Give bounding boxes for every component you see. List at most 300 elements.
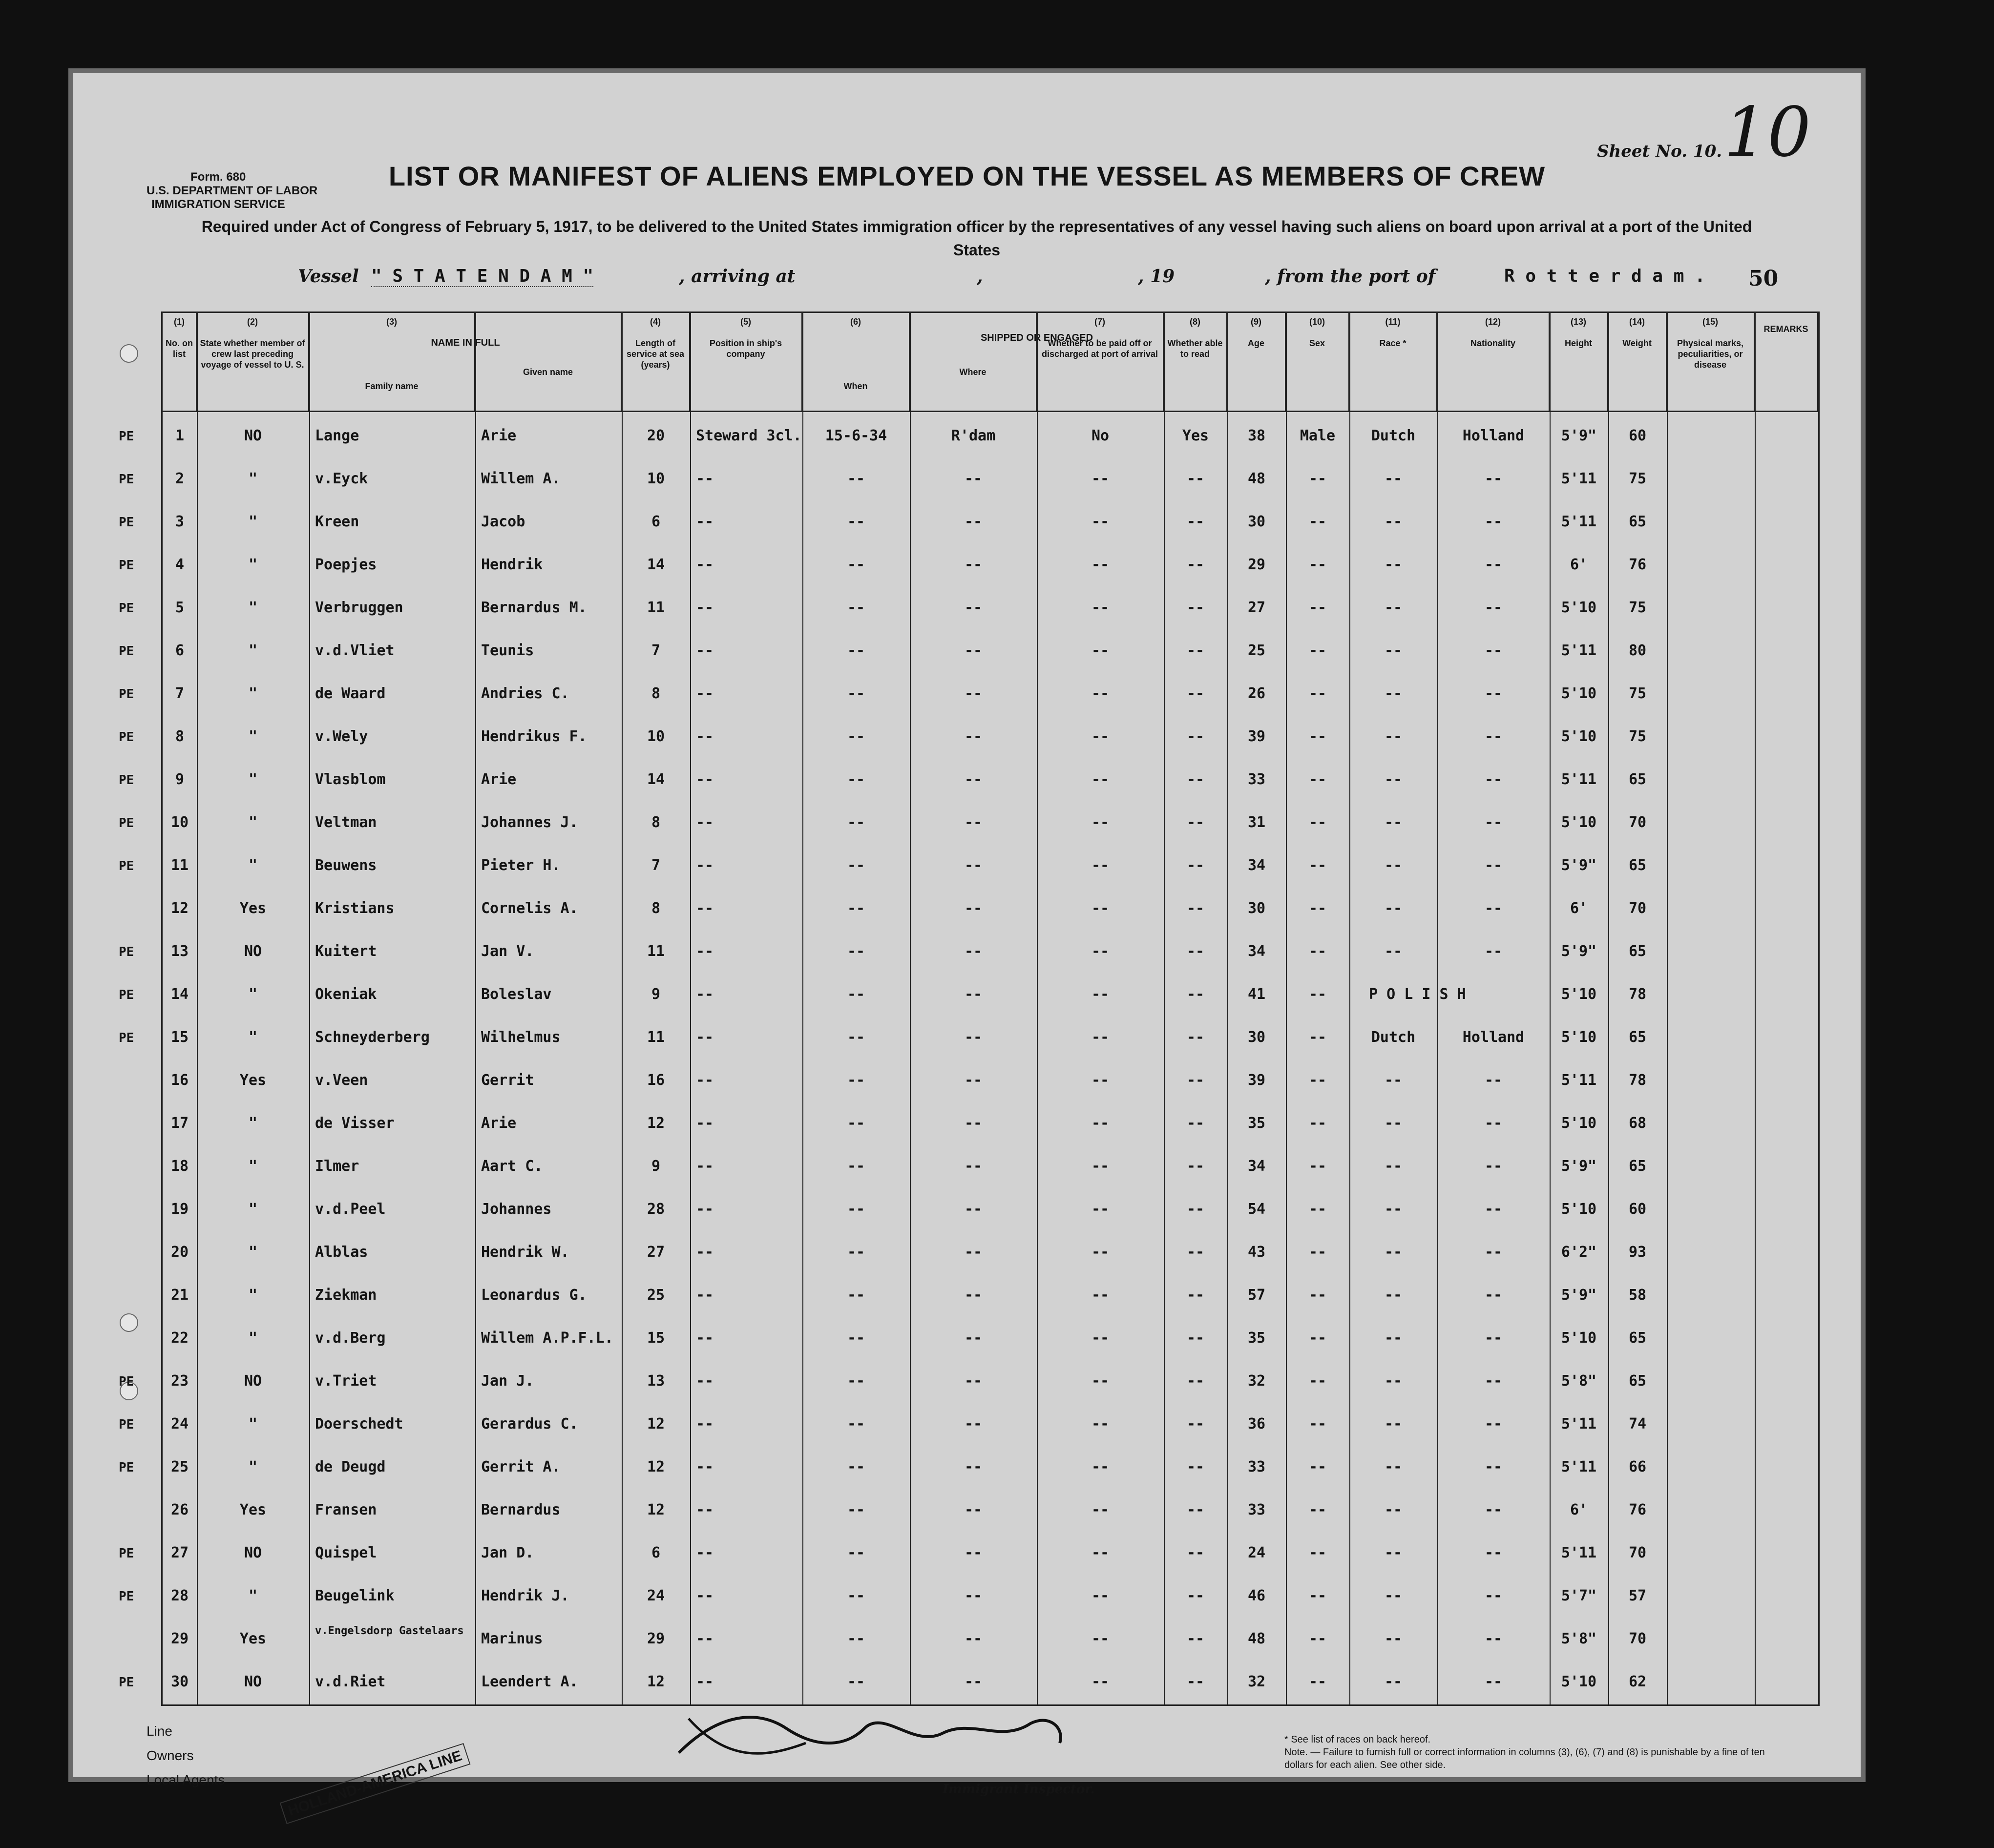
cell-race: -- xyxy=(1384,470,1403,487)
cell-read: -- xyxy=(1186,470,1205,487)
cell-when: -- xyxy=(847,814,865,831)
cell-weight: 65 xyxy=(1628,771,1647,788)
cell-nat: -- xyxy=(1484,1544,1503,1561)
cell-prev: NO xyxy=(244,427,262,444)
cell-sex: -- xyxy=(1308,556,1327,573)
cell-paid: -- xyxy=(1091,1544,1110,1561)
column-rule xyxy=(197,313,198,1704)
column-rule xyxy=(1037,313,1038,1704)
table-row xyxy=(163,1189,1818,1228)
cell-age: 35 xyxy=(1247,1115,1266,1132)
cell-weight: 62 xyxy=(1628,1673,1647,1690)
cell-prev: " xyxy=(248,728,258,745)
column-label: Physical marks, peculiarities, or disease xyxy=(1677,338,1744,370)
cell-family: Beuwens xyxy=(315,857,377,874)
table-row xyxy=(163,888,1818,927)
cell-given: Arie xyxy=(481,771,517,788)
cell-height: 5'9" xyxy=(1561,857,1597,874)
cell-age: 25 xyxy=(1247,642,1266,659)
cell-when: -- xyxy=(847,1329,865,1347)
cell-family: Ilmer xyxy=(315,1158,359,1175)
cell-weight: 93 xyxy=(1628,1244,1647,1261)
column-label: Length of service at sea (years) xyxy=(626,338,685,370)
cell-race: P O L I S H xyxy=(1369,986,1466,1003)
cell-where: -- xyxy=(964,513,983,530)
cell-nat: -- xyxy=(1484,470,1503,487)
cell-position: -- xyxy=(696,943,714,960)
cell-when: -- xyxy=(847,1587,865,1604)
cell-sex: -- xyxy=(1308,1673,1327,1690)
cell-where: -- xyxy=(964,1072,983,1089)
column-rule xyxy=(910,313,911,1704)
column-number: (10) xyxy=(1309,317,1325,327)
vessel-line xyxy=(186,266,1826,291)
cell-read: -- xyxy=(1186,1458,1205,1475)
shipped-group-label: SHIPPED OR ENGAGED xyxy=(980,332,1093,343)
table-row xyxy=(119,501,1818,540)
cell-prev: " xyxy=(248,771,258,788)
cell-where: -- xyxy=(964,1544,983,1561)
cell-paid: -- xyxy=(1091,728,1110,745)
cell-sex: -- xyxy=(1308,642,1327,659)
vessel-name: " S T A T E N D A M " xyxy=(371,266,594,286)
pe-mark: PE xyxy=(119,1675,134,1690)
column-header-5 xyxy=(622,313,690,411)
cell-weight: 75 xyxy=(1628,470,1647,487)
column-label: Race * xyxy=(1379,338,1406,348)
punch-hole xyxy=(120,1313,138,1332)
cell-read: -- xyxy=(1186,728,1205,745)
cell-family: v.Triet xyxy=(315,1372,377,1390)
cell-weight: 75 xyxy=(1628,599,1647,616)
cell-service: 8 xyxy=(651,685,661,702)
cell-paid: -- xyxy=(1091,556,1110,573)
cell-given: Jan V. xyxy=(481,943,534,960)
cell-nat: -- xyxy=(1484,1115,1503,1132)
arriving-comma: , xyxy=(977,266,983,287)
cell-family: Kreen xyxy=(315,513,359,530)
cell-service: 10 xyxy=(647,728,665,745)
pe-mark: PE xyxy=(119,1546,134,1561)
cell-when: -- xyxy=(847,1544,865,1561)
cell-where: -- xyxy=(964,1372,983,1390)
cell-given: Cornelis A. xyxy=(481,900,578,917)
cell-read: -- xyxy=(1186,1501,1205,1518)
cell-age: 39 xyxy=(1247,1072,1266,1089)
cell-service: 7 xyxy=(651,642,661,659)
cell-race: -- xyxy=(1384,1501,1403,1518)
table-row xyxy=(119,1447,1818,1486)
cell-weight: 78 xyxy=(1628,1072,1647,1089)
cell-nat: -- xyxy=(1484,642,1503,659)
cell-family: Ziekman xyxy=(315,1287,377,1304)
cell-weight: 58 xyxy=(1628,1287,1647,1304)
cell-age: 27 xyxy=(1247,599,1266,616)
cell-given: Teunis xyxy=(481,642,534,659)
cell-height: 5'10 xyxy=(1561,986,1597,1003)
cell-family: Fransen xyxy=(315,1501,377,1518)
cell-age: 33 xyxy=(1247,1501,1266,1518)
cell-prev: " xyxy=(248,599,258,616)
cell-no: 4 xyxy=(175,556,185,573)
cell-nat: -- xyxy=(1484,900,1503,917)
cell-nat: -- xyxy=(1484,599,1503,616)
cell-position: -- xyxy=(696,470,714,487)
cell-no: 29 xyxy=(170,1630,189,1647)
cell-height: 5'10 xyxy=(1561,599,1597,616)
cell-sex: -- xyxy=(1308,1372,1327,1390)
column-label: Weight xyxy=(1622,338,1652,348)
cell-read: -- xyxy=(1186,857,1205,874)
cell-paid: -- xyxy=(1091,470,1110,487)
table-row xyxy=(119,845,1818,884)
cell-nat: -- xyxy=(1484,513,1503,530)
column-header-16 xyxy=(1608,313,1667,411)
cell-no: 24 xyxy=(170,1415,189,1433)
cell-read: -- xyxy=(1186,556,1205,573)
cell-position: -- xyxy=(696,685,714,702)
cell-where: -- xyxy=(964,1029,983,1046)
column-number: (13) xyxy=(1570,317,1586,327)
cell-prev: Yes xyxy=(239,1630,267,1647)
cell-nat: -- xyxy=(1484,814,1503,831)
cell-family: Kuitert xyxy=(315,943,377,960)
cell-height: 5'11 xyxy=(1561,1544,1597,1561)
cell-read: -- xyxy=(1186,900,1205,917)
cell-no: 12 xyxy=(170,900,189,917)
pe-mark: PE xyxy=(119,601,134,616)
column-rule xyxy=(1550,313,1551,1704)
cell-service: 10 xyxy=(647,470,665,487)
column-number: (7) xyxy=(1094,317,1105,327)
cell-age: 34 xyxy=(1247,943,1266,960)
cell-given: Gerrit A. xyxy=(481,1458,561,1475)
column-label: Whether able to read xyxy=(1167,338,1223,359)
column-number: (6) xyxy=(850,317,861,327)
table-row xyxy=(119,1533,1818,1572)
cell-paid: -- xyxy=(1091,642,1110,659)
pe-mark: PE xyxy=(119,859,134,873)
cell-where: -- xyxy=(964,1115,983,1132)
cell-position: -- xyxy=(696,642,714,659)
cell-prev: " xyxy=(248,1329,258,1347)
cell-read: -- xyxy=(1186,599,1205,616)
cell-family: v.d.Vliet xyxy=(315,642,395,659)
cell-where: -- xyxy=(964,685,983,702)
cell-where: -- xyxy=(964,1244,983,1261)
cell-nat: -- xyxy=(1484,1415,1503,1433)
cell-family: Schneyderberg xyxy=(315,1029,430,1046)
cell-height: 5'9" xyxy=(1561,1158,1597,1175)
column-header-3 xyxy=(309,313,475,411)
cell-position: -- xyxy=(696,1630,714,1647)
cell-age: 57 xyxy=(1247,1287,1266,1304)
column-number: (11) xyxy=(1385,317,1401,327)
cell-family: Kristians xyxy=(315,900,395,917)
cell-race: -- xyxy=(1384,1630,1403,1647)
cell-given: Aart C. xyxy=(481,1158,543,1175)
cell-no: 18 xyxy=(170,1158,189,1175)
cell-no: 27 xyxy=(170,1544,189,1561)
cell-given: Jan D. xyxy=(481,1544,534,1561)
cell-race: Dutch xyxy=(1371,1029,1416,1046)
cell-no: 30 xyxy=(170,1673,189,1690)
cell-when: -- xyxy=(847,1201,865,1218)
cell-height: 5'9" xyxy=(1561,427,1597,444)
cell-family: de Visser xyxy=(315,1115,395,1132)
column-number: (3) xyxy=(386,317,397,327)
cell-paid: -- xyxy=(1091,1029,1110,1046)
cell-no: 14 xyxy=(170,986,189,1003)
cell-height: 5'11 xyxy=(1561,642,1597,659)
cell-no: 19 xyxy=(170,1201,189,1218)
cell-race: -- xyxy=(1384,1415,1403,1433)
column-header-1 xyxy=(163,313,197,411)
cell-weight: 75 xyxy=(1628,685,1647,702)
cell-nat: -- xyxy=(1484,1587,1503,1604)
cell-prev: " xyxy=(248,1158,258,1175)
cell-read: -- xyxy=(1186,1372,1205,1390)
cell-when: -- xyxy=(847,1244,865,1261)
cell-position: -- xyxy=(696,1415,714,1433)
cell-service: 11 xyxy=(647,599,665,616)
cell-nat: -- xyxy=(1484,1372,1503,1390)
cell-where: -- xyxy=(964,642,983,659)
table-row xyxy=(163,1490,1818,1529)
column-label: When xyxy=(843,381,868,391)
table-row xyxy=(119,931,1818,970)
cell-nat: -- xyxy=(1484,1329,1503,1347)
pe-mark: PE xyxy=(119,687,134,702)
cell-read: -- xyxy=(1186,814,1205,831)
cell-race: -- xyxy=(1384,857,1403,874)
cell-service: 14 xyxy=(647,771,665,788)
cell-prev: " xyxy=(248,685,258,702)
column-header-15 xyxy=(1550,313,1608,411)
cell-race: -- xyxy=(1384,1244,1403,1261)
cell-where: -- xyxy=(964,1501,983,1518)
cell-where: -- xyxy=(964,1158,983,1175)
cell-sex: -- xyxy=(1308,1501,1327,1518)
cell-service: 12 xyxy=(647,1415,665,1433)
cell-family: Lange xyxy=(315,427,359,444)
cell-position: Steward 3cl. xyxy=(696,427,802,444)
year-label: , 19 xyxy=(1138,266,1175,287)
cell-where: -- xyxy=(964,1287,983,1304)
cell-paid: -- xyxy=(1091,1587,1110,1604)
cell-family: Beugelink xyxy=(315,1587,395,1604)
column-header-12 xyxy=(1286,313,1349,411)
cell-no: 3 xyxy=(175,513,185,530)
column-number: (5) xyxy=(740,317,751,327)
column-header-6 xyxy=(690,313,802,411)
cell-height: 5'11 xyxy=(1561,1072,1597,1089)
cell-no: 8 xyxy=(175,728,185,745)
form-number: Form. 680 xyxy=(190,170,246,184)
service-label: IMMIGRATION SERVICE xyxy=(151,198,285,211)
cell-position: -- xyxy=(696,1201,714,1218)
cell-when: -- xyxy=(847,1287,865,1304)
table-row xyxy=(119,716,1818,755)
cell-sex: -- xyxy=(1308,1415,1327,1433)
cell-weight: 57 xyxy=(1628,1587,1647,1604)
column-label: Age xyxy=(1247,338,1264,348)
cell-height: 6'2" xyxy=(1561,1244,1597,1261)
cell-service: 20 xyxy=(647,427,665,444)
cell-paid: No xyxy=(1091,427,1110,444)
cell-race: -- xyxy=(1384,1329,1403,1347)
cell-when: -- xyxy=(847,943,865,960)
column-rule xyxy=(1667,313,1668,1704)
cell-where: -- xyxy=(964,556,983,573)
column-label: Nationality xyxy=(1470,338,1515,348)
cell-given: Hendrikus F. xyxy=(481,728,587,745)
cell-race: -- xyxy=(1384,814,1403,831)
cell-given: Bernardus M. xyxy=(481,599,587,616)
column-rule xyxy=(622,313,623,1704)
cell-when: -- xyxy=(847,728,865,745)
cell-where: -- xyxy=(964,900,983,917)
cell-sex: -- xyxy=(1308,986,1327,1003)
cell-where: -- xyxy=(964,1201,983,1218)
cell-service: 12 xyxy=(647,1458,665,1475)
column-rule xyxy=(1437,313,1438,1704)
cell-read: -- xyxy=(1186,1287,1205,1304)
cell-where: -- xyxy=(964,599,983,616)
cell-sex: -- xyxy=(1308,900,1327,917)
cell-weight: 65 xyxy=(1628,1372,1647,1390)
cell-when: -- xyxy=(847,513,865,530)
cell-age: 46 xyxy=(1247,1587,1266,1604)
cell-race: -- xyxy=(1384,1673,1403,1690)
cell-nat: -- xyxy=(1484,943,1503,960)
cell-position: -- xyxy=(696,1158,714,1175)
cell-race: -- xyxy=(1384,1544,1403,1561)
cell-prev: NO xyxy=(244,1544,262,1561)
cell-sex: -- xyxy=(1308,470,1327,487)
column-header-17 xyxy=(1667,313,1755,411)
cell-age: 48 xyxy=(1247,470,1266,487)
table-row xyxy=(119,802,1818,841)
line-stamp: HOLLAND-AMERICA LINE xyxy=(280,1743,471,1824)
cell-sex: -- xyxy=(1308,857,1327,874)
cell-sex: -- xyxy=(1308,1158,1327,1175)
cell-weight: 70 xyxy=(1628,1544,1647,1561)
cell-no: 23 xyxy=(170,1372,189,1390)
total-count: 50 xyxy=(1748,266,1779,291)
cell-given: Pieter H. xyxy=(481,857,561,874)
cell-height: 5'8" xyxy=(1561,1372,1597,1390)
table-row xyxy=(119,1404,1818,1443)
cell-family: v.Engelsdorp Gastelaars xyxy=(315,1625,464,1637)
cell-weight: 76 xyxy=(1628,1501,1647,1518)
cell-age: 35 xyxy=(1247,1329,1266,1347)
cell-position: -- xyxy=(696,900,714,917)
column-rule xyxy=(802,313,803,1704)
cell-where: -- xyxy=(964,1458,983,1475)
column-label: Position in ship's company xyxy=(709,338,782,359)
pe-mark: PE xyxy=(119,429,134,444)
page-subtitle: Required under Act of Congress of February 5, 1917, to be delivered to the United States immigration officer by the representatives of any vessel having such aliens on board upon arrival at a port of the United States xyxy=(201,218,1752,259)
table-row xyxy=(163,1103,1818,1142)
cell-paid: -- xyxy=(1091,857,1110,874)
cell-when: -- xyxy=(847,771,865,788)
cell-when: -- xyxy=(847,1501,865,1518)
cell-read: -- xyxy=(1186,1673,1205,1690)
cell-weight: 66 xyxy=(1628,1458,1647,1475)
cell-paid: -- xyxy=(1091,1072,1110,1089)
cell-prev: " xyxy=(248,556,258,573)
cell-position: -- xyxy=(696,986,714,1003)
cell-read: -- xyxy=(1186,1415,1205,1433)
cell-sex: -- xyxy=(1308,1072,1327,1089)
cell-sex: Male xyxy=(1300,427,1336,444)
line-label: Line xyxy=(147,1723,172,1739)
cell-height: 5'10 xyxy=(1561,1115,1597,1132)
cell-prev: " xyxy=(248,986,258,1003)
cell-paid: -- xyxy=(1091,1244,1110,1261)
cell-no: 7 xyxy=(175,685,185,702)
cell-where: -- xyxy=(964,1329,983,1347)
cell-age: 33 xyxy=(1247,1458,1266,1475)
cell-family: Quispel xyxy=(315,1544,377,1561)
column-rule xyxy=(690,313,691,1704)
cell-service: 6 xyxy=(651,513,661,530)
pe-mark: PE xyxy=(119,1460,134,1475)
cell-service: 29 xyxy=(647,1630,665,1647)
cell-given: Marinus xyxy=(481,1630,543,1647)
cell-no: 15 xyxy=(170,1029,189,1046)
column-header-2 xyxy=(197,313,309,411)
table-row xyxy=(119,1661,1818,1701)
cell-when: -- xyxy=(847,1458,865,1475)
cell-position: -- xyxy=(696,1287,714,1304)
column-header-4 xyxy=(475,313,622,411)
cell-race: -- xyxy=(1384,1158,1403,1175)
cell-age: 34 xyxy=(1247,857,1266,874)
cell-position: -- xyxy=(696,1115,714,1132)
cell-read: -- xyxy=(1186,1201,1205,1218)
cell-paid: -- xyxy=(1091,599,1110,616)
cell-when: 15-6-34 xyxy=(825,427,887,444)
cell-weight: 60 xyxy=(1628,1201,1647,1218)
cell-given: Johannes xyxy=(481,1201,552,1218)
cell-nat: -- xyxy=(1484,1244,1503,1261)
cell-prev: Yes xyxy=(239,1072,267,1089)
cell-read: -- xyxy=(1186,1029,1205,1046)
pe-mark: PE xyxy=(119,1374,134,1389)
pe-mark: PE xyxy=(119,816,134,831)
page-title: LIST OR MANIFEST OF ALIENS EMPLOYED ON THE VESSEL AS MEMBERS OF CREW xyxy=(388,161,1546,191)
cell-where: -- xyxy=(964,1630,983,1647)
cell-age: 30 xyxy=(1247,900,1266,917)
cell-height: 5'8" xyxy=(1561,1630,1597,1647)
cell-prev: " xyxy=(248,1415,258,1433)
cell-read: -- xyxy=(1186,1544,1205,1561)
local-agents-label: Local Agents xyxy=(147,1772,225,1787)
column-header-13 xyxy=(1349,313,1437,411)
cell-weight: 65 xyxy=(1628,513,1647,530)
column-rule xyxy=(1349,313,1350,1704)
cell-height: 6' xyxy=(1570,1501,1588,1518)
cell-height: 5'10 xyxy=(1561,1329,1597,1347)
cell-family: de Waard xyxy=(315,685,386,702)
cell-given: Jan J. xyxy=(481,1372,534,1390)
cell-nat: -- xyxy=(1484,685,1503,702)
cell-no: 2 xyxy=(175,470,185,487)
cell-prev: " xyxy=(248,1201,258,1218)
cell-when: -- xyxy=(847,857,865,874)
